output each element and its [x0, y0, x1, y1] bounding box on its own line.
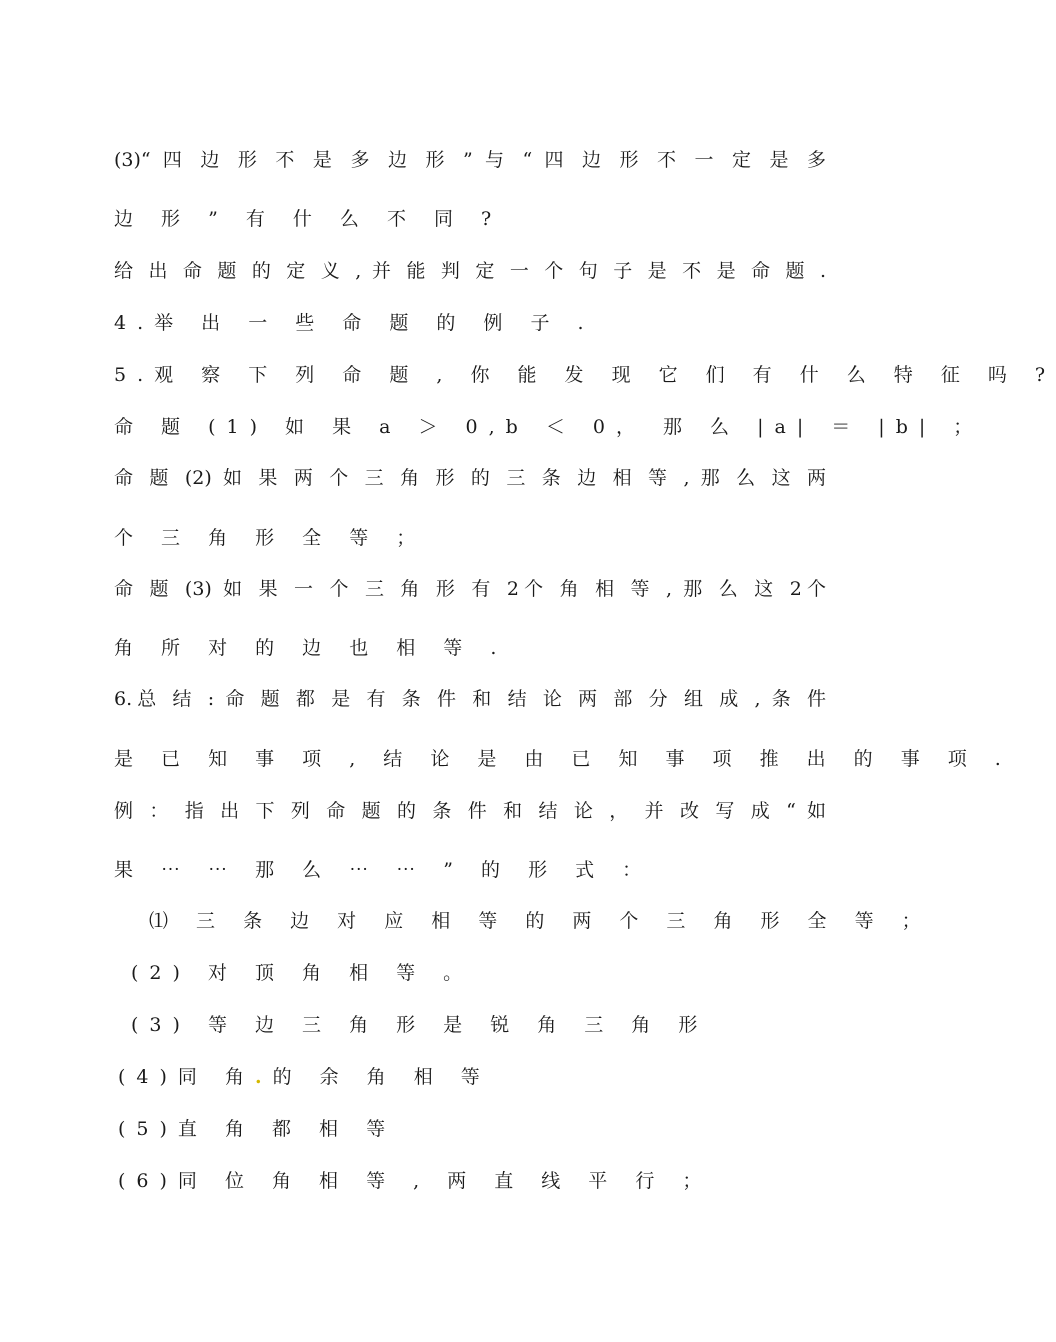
text-line-12: 是 已 知 事 项 , 结 论 是 由 已 知 事 项 推 出 的 事 项 . — [114, 748, 1012, 770]
text-line-4: 4.举 出 一 些 命 题 的 例 子 . — [114, 312, 595, 334]
text-line-9: 命 题 (3) 如 果 一 个 三 角 形 有 2个 角 相 等 , 那 么 这 2个 — [114, 578, 826, 600]
text-line-18 — [118, 1065, 491, 1089]
text-line-13: 例 ： 指 出 下 列 命 题 的 条 件 和 结 论 ， 并 改 写 成 “ 如 — [114, 800, 826, 822]
text-line-17: (3) 等 边 三 角 形 是 锐 角 三 角 形 — [131, 1014, 709, 1036]
text-line-10: 角 所 对 的 边 也 相 等 . — [114, 637, 508, 659]
text-line-6: 命 题 (1) 如 果 a ＞ 0,b ＜ 0， 那 么 |a| ＝ |b| ； — [114, 416, 984, 438]
text-line-14: 果 ⋯ ⋯ 那 么 ⋯ ⋯ ” 的 形 式 ： — [114, 859, 653, 881]
text-line-3: 给 出 命 题 的 定 义 , 并 能 判 定 一 个 句 子 是 不 是 命 题 . — [114, 260, 826, 282]
text-line-2: 边 形 ” 有 什 么 不 同 ? — [114, 208, 503, 230]
text-line-18-part-a: (4)同 角 — [118, 1066, 255, 1088]
text-line-19: (5)直 角 都 相 等 — [118, 1118, 397, 1140]
text-line-7: 命 题 (2) 如 果 两 个 三 角 形 的 三 条 边 相 等 , 那 么 这 两 — [114, 467, 826, 489]
text-line-5: 5.观 察 下 列 命 题 , 你 能 发 现 它 们 有 什 么 特 征 吗 ? — [114, 364, 1056, 386]
text-line-16: (2) 对 顶 角 相 等 。 — [131, 962, 474, 984]
text-line-11: 6.总 结 : 命 题 都 是 有 条 件 和 结 论 两 部 分 组 成 , 条 件 — [114, 688, 826, 710]
text-line-8: 个 三 角 形 全 等 ； — [114, 527, 427, 549]
text-line-15: ⑴ 三 条 边 对 应 相 等 的 两 个 三 角 形 全 等 ； — [149, 910, 932, 932]
highlight-mark: . — [254, 1066, 273, 1088]
text-line-18-part-b: 的 余 角 相 等 — [272, 1066, 491, 1088]
text-line-20: (6)同 位 角 相 等 , 两 直 线 平 行 ； — [118, 1170, 713, 1192]
text-line-1: (3)“ 四 边 形 不 是 多 边 形 ” 与 “ 四 边 形 不 一 定 是 多 — [114, 149, 826, 171]
